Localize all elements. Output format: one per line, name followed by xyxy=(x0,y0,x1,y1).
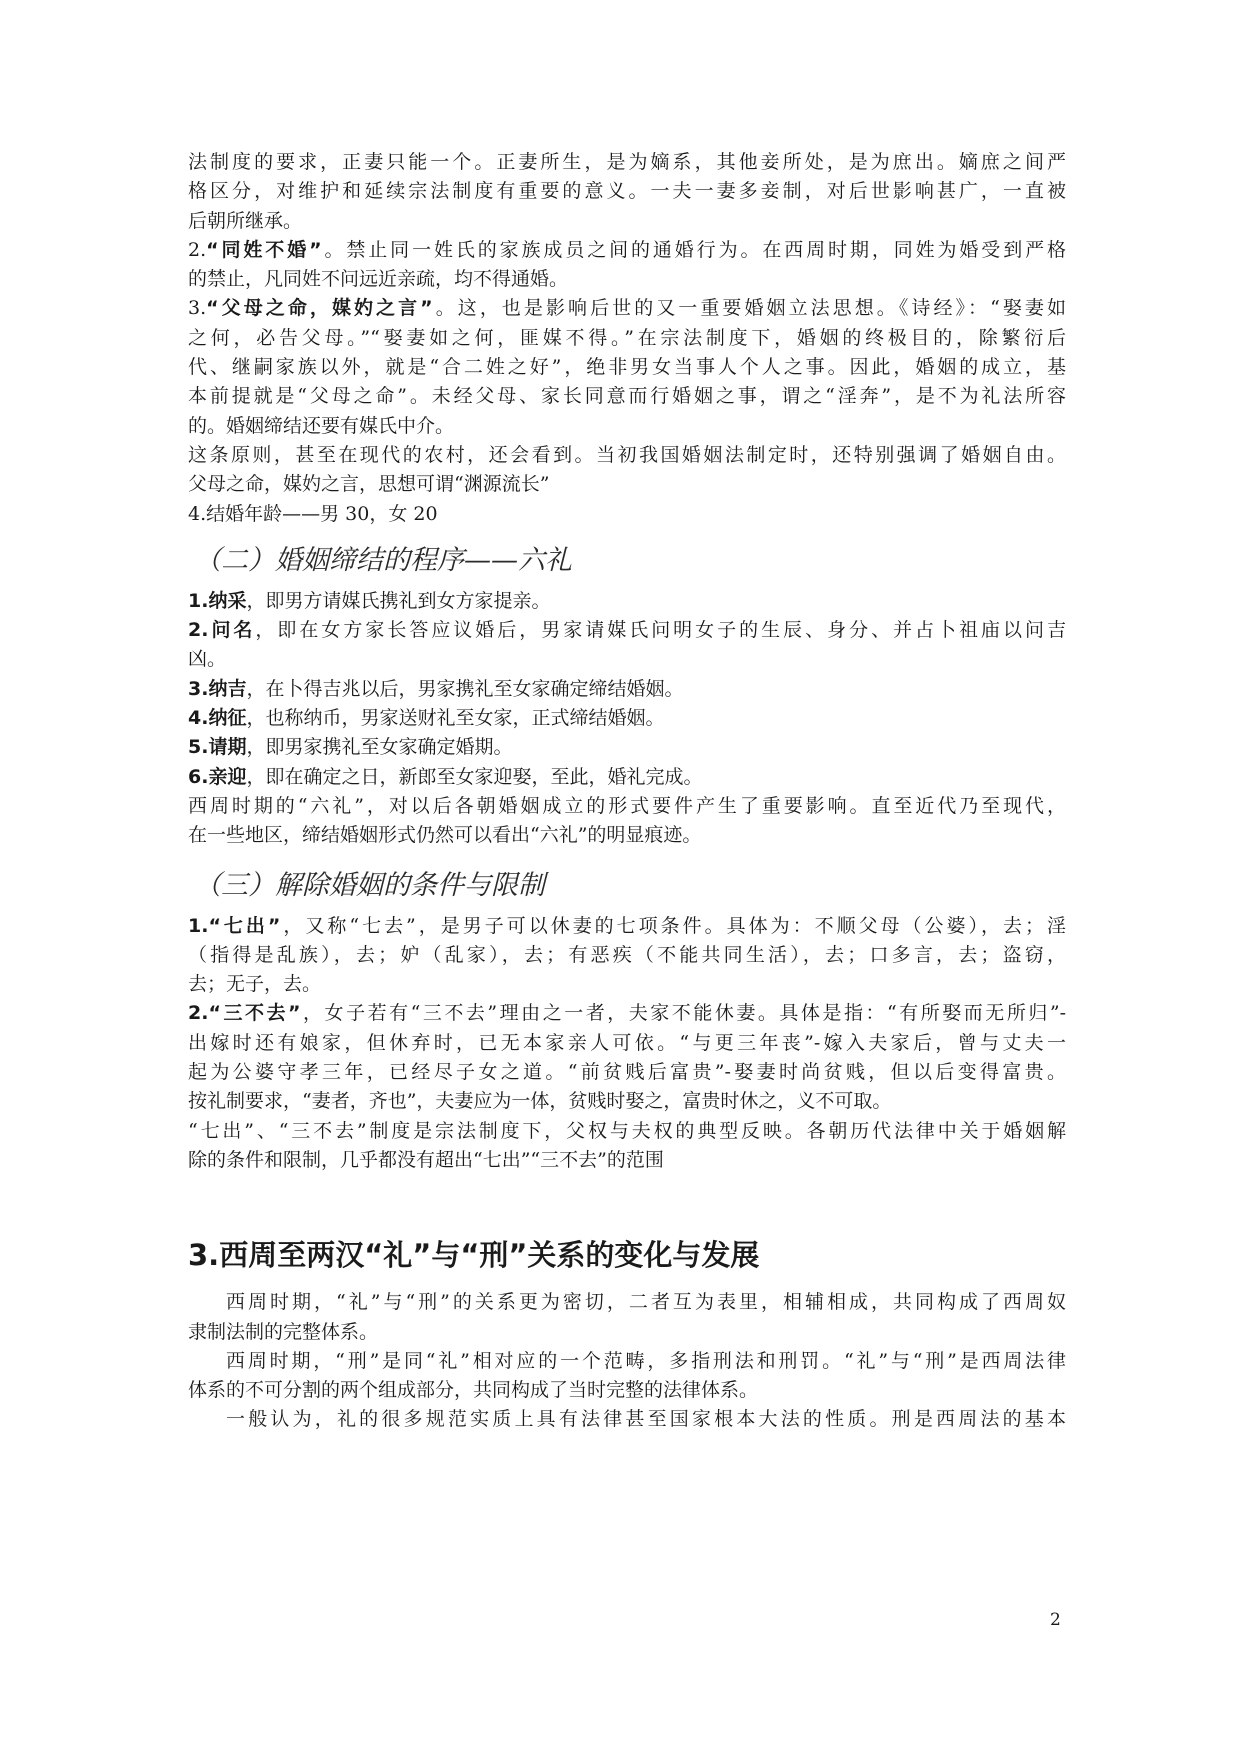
principle-qichu xyxy=(188,912,1066,941)
subheading-divorce: （三）解除婚姻的条件与限制 xyxy=(194,869,545,901)
item-number: 2. xyxy=(188,238,207,261)
text-line: 西周时期的“六礼”，对以后各朝婚姻成立的形式要件产生了重要影响。直至近代乃至现代， xyxy=(188,794,1066,817)
text-line: 这条原则，甚至在现代的农村，还会看到。当初我国婚姻法制定时，还特别强调了婚姻自由。 xyxy=(188,443,1066,466)
text-line: 体系的不可分割的两个组成部分，共同构成了当时完整的法律体系。 xyxy=(188,1379,759,1402)
text-line: 的禁止，凡同姓不问远近亲疏，均不得通婚。 xyxy=(188,268,569,291)
text-line: 之何，必告父母。”“娶妻如之何，匪媒不得。”在宗法制度下，婚姻的终极目的，除繁衍后 xyxy=(188,326,1066,349)
rite-name: 请期 xyxy=(208,736,247,759)
document-page xyxy=(188,148,1066,1435)
text-line: 的。婚姻缔结还要有媒氏中介。 xyxy=(188,414,455,437)
text-line: 父母之命，媒妁之言，思想可谓“渊源流长” xyxy=(188,473,550,496)
rite-name: 亲迎 xyxy=(208,765,247,788)
list-item: 4.纳征，也称纳币，男家送财礼至女家，正式缔结婚姻。 xyxy=(188,707,665,730)
list-item: 3.纳吉，在卜得吉兆以后，男家携礼至女家确定缔结婚姻。 xyxy=(188,677,684,700)
list-item: 1.纳采，即男方请媒氏携礼到女方家提亲。 xyxy=(188,589,551,612)
principle-title: “七出” xyxy=(208,914,281,937)
text-line: （指得是乱族），去；妒（乱家），去；有恶疾（不能共同生活），去；口多言，去；盗窃， xyxy=(188,943,1066,966)
text-line: 法制度的要求，正妻只能一个。正妻所生，是为嫡系，其他妾所处，是为庶出。嫡庶之间严 xyxy=(188,151,1066,173)
text-line: 西周时期，“礼”与“刑”的关系更为密切，二者互为表里，相辅相成，共同构成了西周奴 xyxy=(226,1291,1066,1314)
text-line: 起为公婆守孝三年，已经尽子女之道。“前贫贱后富贵”-娶妻时尚贫贱，但以后变得富贵。 xyxy=(188,1061,1066,1084)
rite-name: 纳吉 xyxy=(208,677,247,700)
principle-title: “三不去” xyxy=(208,1002,301,1025)
text-line: 去；无子，去。 xyxy=(188,973,322,996)
text-line: 在一些地区，缔结婚姻形式仍然可以看出“六礼”的明显痕迹。 xyxy=(188,824,702,847)
text-line: 。这，也是影响后世的又一重要婚姻立法思想。《诗经》：“娶妻如 xyxy=(432,297,1066,320)
list-item: 2.问名，即在女方家长答应议婚后，男家请媒氏问明女子的生辰、身分、并占卜祖庙以问吉 xyxy=(188,619,1066,642)
subheading-six-rites: （二）婚姻缔结的程序——六礼 xyxy=(194,544,572,576)
rite-name: 问名 xyxy=(208,619,256,642)
text-line: 格区分，对维护和延续宗法制度有重要的意义。一夫一妻多妾制，对后世影响甚广，一直被 xyxy=(188,180,1066,203)
text-line: 除的条件和限制，几乎都没有超出“七出”“三不去”的范围 xyxy=(188,1148,664,1171)
principle-sanbuqu xyxy=(188,999,1066,1028)
text-line: 一般认为，礼的很多规范实质上具有法律甚至国家根本大法的性质。刑是西周法的基本 xyxy=(226,1408,1066,1431)
text-line: 后朝所继承。 xyxy=(188,209,303,232)
principle-title: “父母之命，媒妁之言” xyxy=(206,297,433,320)
rite-name: 纳采 xyxy=(208,589,247,612)
text-line: 西周时期，“刑”是同“礼”相对应的一个范畴，多指刑法和刑罚。“礼”与“刑”是西周法律 xyxy=(226,1349,1066,1372)
item-number: 2. xyxy=(188,1002,209,1025)
principle-fumu xyxy=(188,294,1066,323)
text-line: 代、继嗣家族以外，就是“合二姓之好”，绝非男女当事人个人之事。因此，婚姻的成立，基 xyxy=(188,356,1066,379)
text-line: 隶制法制的完整体系。 xyxy=(188,1320,379,1343)
text-line: ，女子若有“三不去”理由之一者，夫家不能休妻。具体是指：“有所娶而无所归”- xyxy=(300,1002,1066,1025)
item-number: 3. xyxy=(188,297,207,320)
section-heading: 3.西周至两汉“礼”与“刑”关系的变化与发展 xyxy=(188,1238,760,1273)
text-line: 出嫁时还有娘家，但休弃时，已无本家亲人可依。“与更三年丧”-嫁入夫家后，曾与丈夫一 xyxy=(188,1031,1066,1054)
text-line: 凶。 xyxy=(188,648,227,671)
principle-tongxing xyxy=(188,236,1066,265)
principle-title: “同姓不婚” xyxy=(206,238,322,261)
text-line: ，又称“七去”，是男子可以休妻的七项条件。具体为：不顺父母（公婆），去；淫 xyxy=(280,914,1066,937)
page-number: 2 xyxy=(1050,1610,1061,1630)
text-line: 4.结婚年龄——男 30，女 20 xyxy=(188,502,438,525)
text-line: 本前提就是“父母之命”。未经父母、家长同意而行婚姻之事，谓之“淫奔”，是不为礼法所容 xyxy=(188,385,1066,408)
list-item: 5.请期，即男家携礼至女家确定婚期。 xyxy=(188,736,513,759)
text-line: 按礼制要求，“妻者，齐也”，夫妻应为一体，贫贱时娶之，富贵时休之，义不可取。 xyxy=(188,1090,892,1113)
item-number: 1. xyxy=(188,914,209,937)
text-line: “七出”、“三不去”制度是宗法制度下，父权与夫权的典型反映。各朝历代法律中关于婚姻解 xyxy=(188,1119,1066,1142)
text-line: 。禁止同一姓氏的家族成员之间的通婚行为。在西周时期，同姓为婚受到严格 xyxy=(321,238,1066,261)
rite-name: 纳征 xyxy=(208,707,247,730)
list-item: 6.亲迎，即在确定之日，新郎至女家迎娶，至此，婚礼完成。 xyxy=(188,765,703,788)
